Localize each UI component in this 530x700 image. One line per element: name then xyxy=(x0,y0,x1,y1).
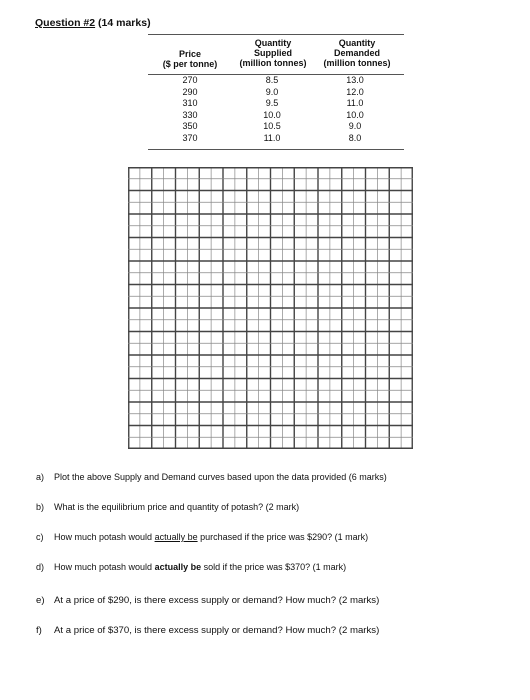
demanded-cell: 12.0 xyxy=(346,86,364,97)
supplied-column xyxy=(252,75,292,144)
question-b: b) What is the equilibrium price and quantity of potash? (2 mark) xyxy=(36,502,300,512)
supplied-cell: 11.0 xyxy=(263,132,281,143)
demanded-cell: 8.0 xyxy=(348,132,362,143)
question-c: c) How much potash would actually be purchased if the price was $290? (1 mark) xyxy=(36,532,369,542)
demanded-cell: 9.0 xyxy=(348,121,362,131)
price-cell: 270 xyxy=(182,75,198,85)
table-top-rule xyxy=(148,34,404,35)
supplied-cell: 9.5 xyxy=(265,98,279,108)
blank-graph-grid xyxy=(128,167,413,449)
supplied-cell: 9.0 xyxy=(265,86,279,97)
demanded-cell: 10.0 xyxy=(346,109,364,120)
question-heading xyxy=(35,17,151,29)
supplied-cell: 10.0 xyxy=(263,109,281,120)
supplied-cell: 8.5 xyxy=(265,75,279,85)
question-d: d) How much potash would actually be sold if the price was $370? (1 mark) xyxy=(36,562,347,572)
question-a: a) Plot the above Supply and Demand curves based upon the data provided (6 marks) xyxy=(36,472,387,482)
header-demanded: Quantity Demanded (million tonnes) xyxy=(323,38,391,68)
demanded-cell: 13.0 xyxy=(346,75,364,85)
table-bottom-rule xyxy=(148,149,404,150)
header-price: Price ($ per tonne) xyxy=(162,49,218,69)
header-supplied: Quantity Supplied (million tonnes) xyxy=(239,38,307,68)
demanded-column xyxy=(335,75,375,144)
price-cell: 290 xyxy=(182,86,198,97)
price-column xyxy=(170,75,210,144)
price-cell: 350 xyxy=(182,121,198,131)
question-marks: (14 marks) xyxy=(98,17,151,29)
price-cell: 370 xyxy=(182,132,198,143)
price-cell: 330 xyxy=(182,109,198,120)
demanded-cell: 11.0 xyxy=(346,98,364,108)
question-e: e) At a price of $290, is there excess supply or demand? How much? (2 marks) xyxy=(36,595,380,606)
question-number: Question #2 xyxy=(35,17,96,29)
price-cell: 310 xyxy=(182,98,198,108)
supplied-cell: 10.5 xyxy=(263,121,281,131)
question-f: f) At a price of $370, is there excess supply or demand? How much? (2 marks) xyxy=(36,625,380,636)
